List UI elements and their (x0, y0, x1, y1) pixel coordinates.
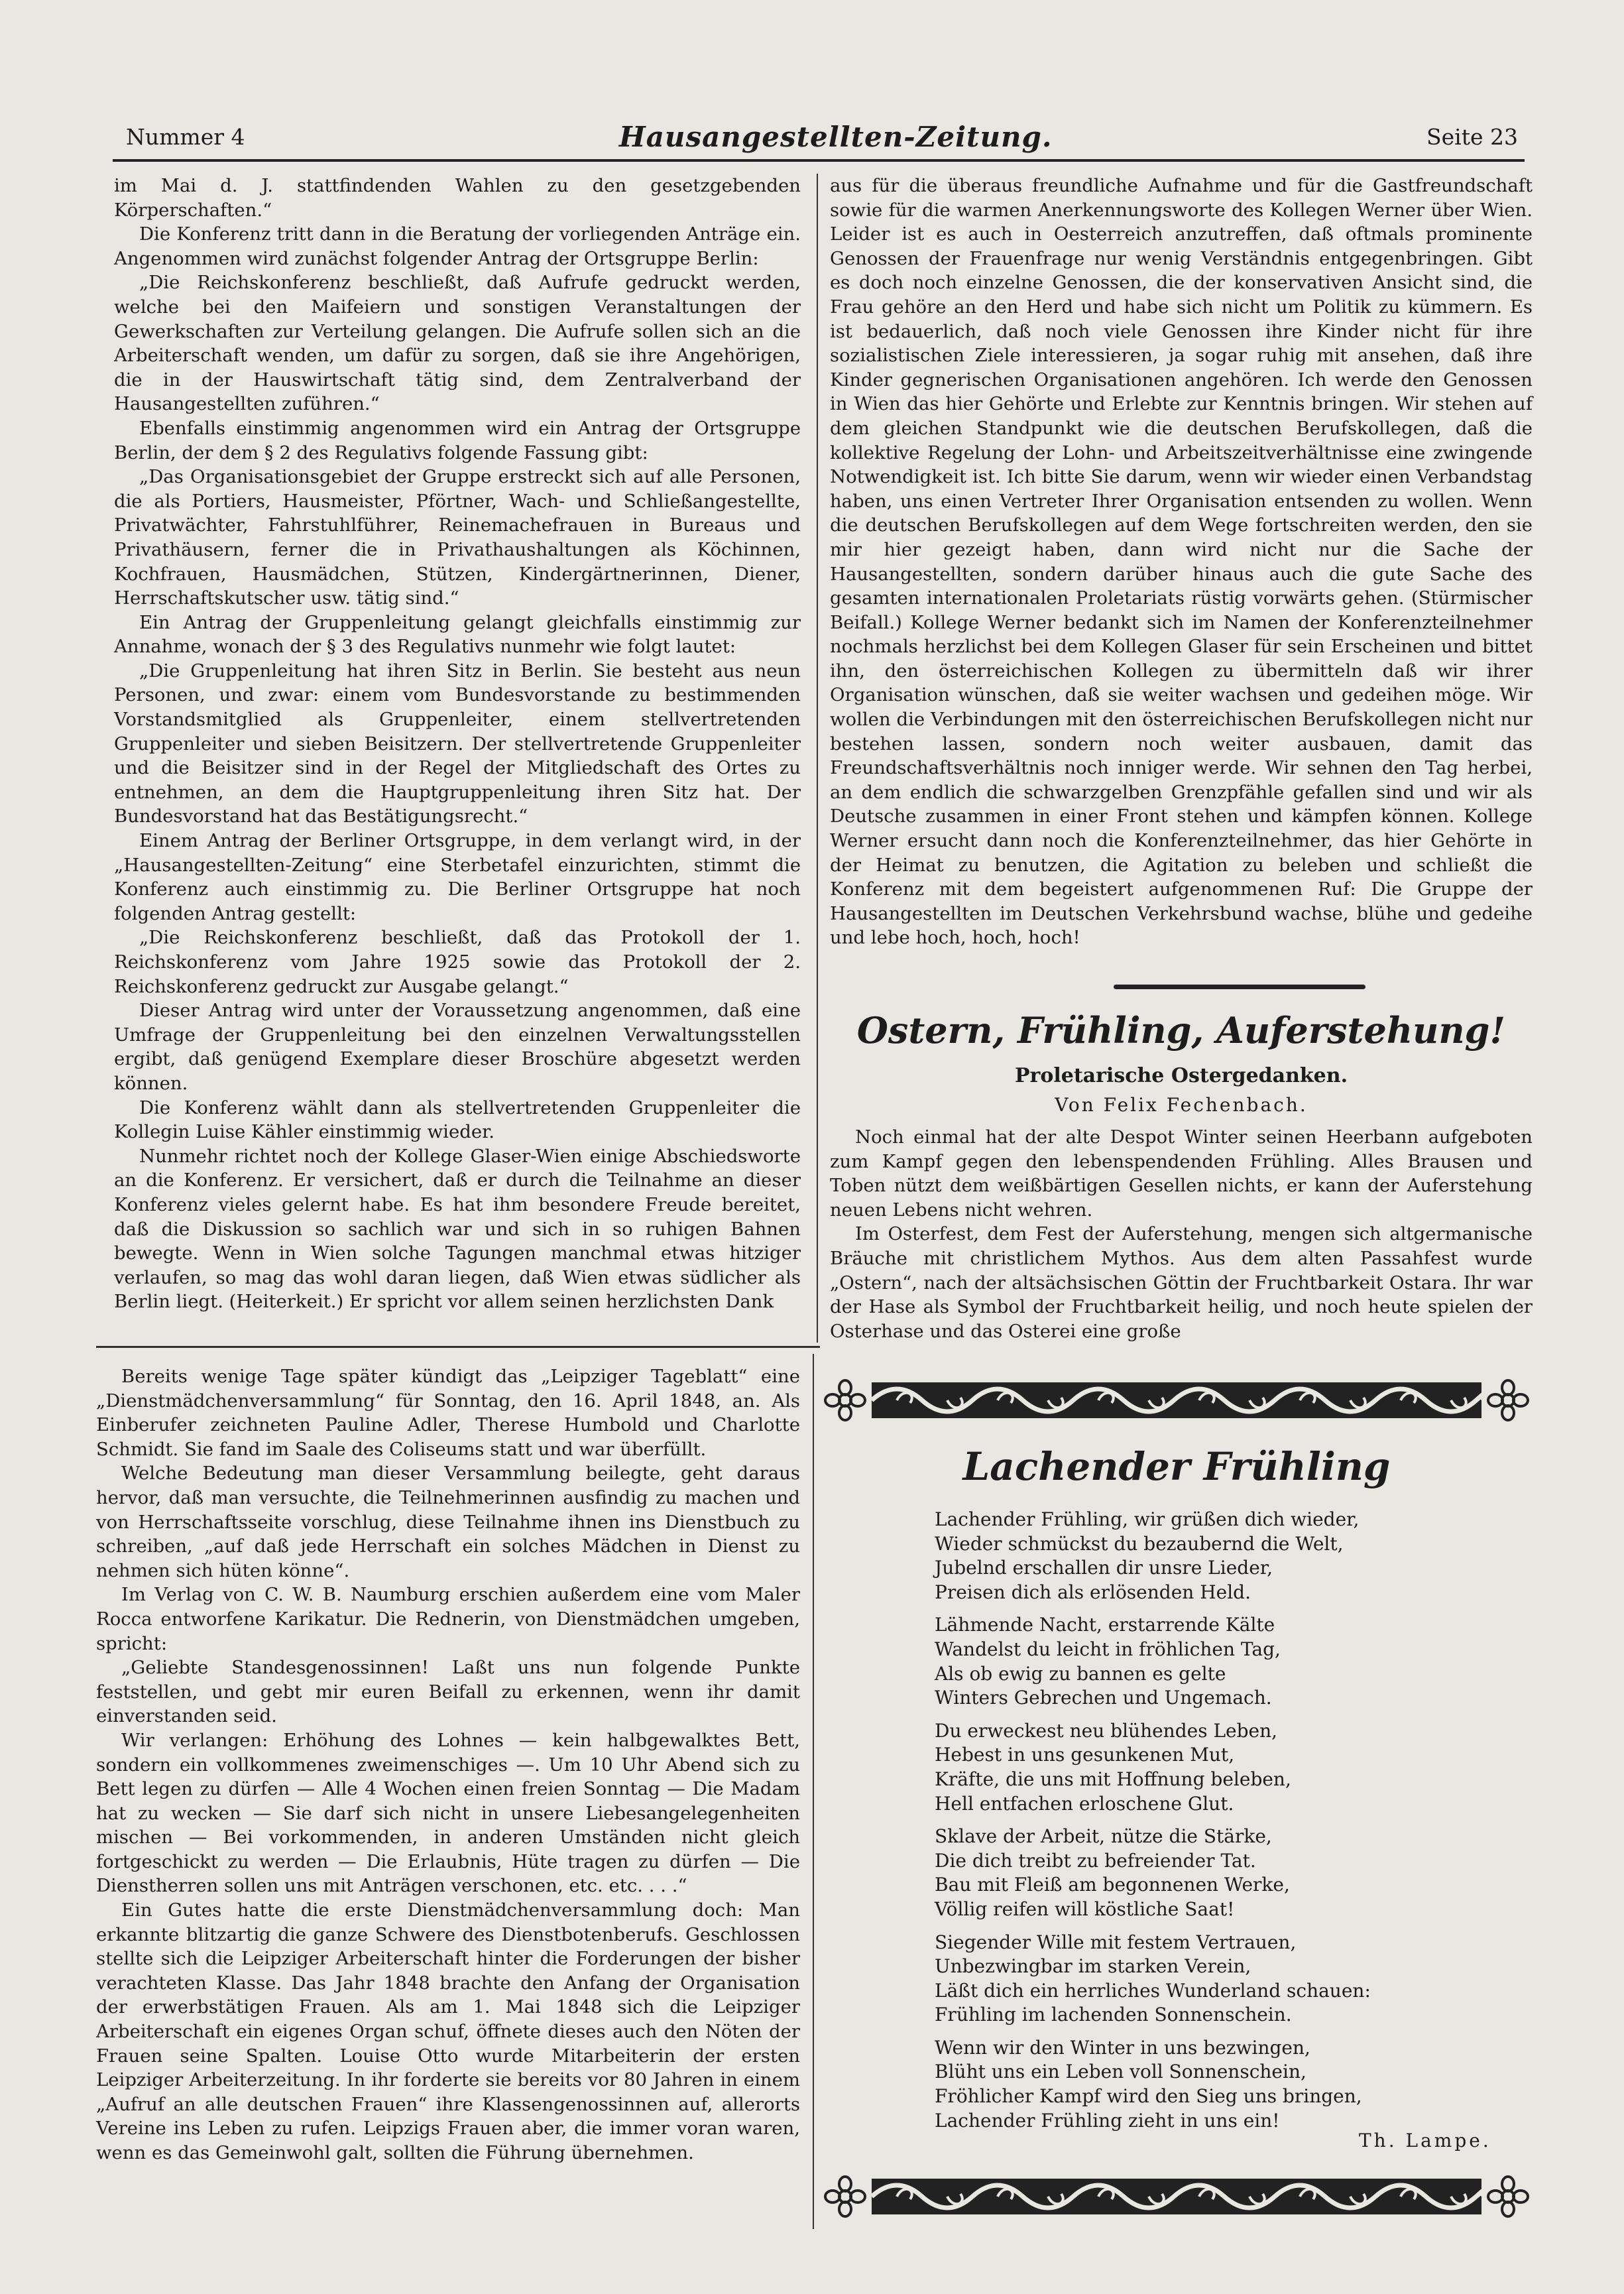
poem-title: Lachender Frühling (962, 1444, 1391, 1489)
paragraph: „Geliebte Standesgenossinnen! Laßt uns nun folgende Punkte feststellen, und gebt mir euren Beifall zu erkennen, wenn ihr damit einverstanden seid. (96, 1657, 800, 1727)
ornamental-border-top (819, 1377, 1535, 1423)
paragraph: Einem Antrag der Berliner Ortsgruppe, in dem verlangt wird, in der „Hausangestellten-Zeitung“ eine Sterbetafel einzurichten, stimmt die Konferenz auch einstimmig zu. Die Berliner Ortsgruppe hat noch folgenden Antrag gestellt: (114, 830, 801, 924)
poem-line: Wenn wir den Winter in uns bezwingen, (935, 2036, 1310, 2059)
issue-number: Nummer 4 (126, 123, 245, 150)
column-divider-lower (813, 1354, 814, 2229)
paragraph: Die Konferenz wählt dann als stellvertretenden Gruppenleiter die Kollegin Luise Kähler einstimmig wieder. (114, 1097, 801, 1143)
poem-stanza (935, 2036, 1505, 2133)
poem-line: Läßt dich ein herrliches Wunderland schauen: (935, 1979, 1371, 2002)
newspaper-title: Hausangestellten-Zeitung. (619, 120, 1053, 153)
poem-line: Wandelst du leicht in fröhlichen Tag, (935, 1638, 1281, 1660)
paragraph: Bereits wenige Tage später kündigt das „Leipziger Tageblatt“ eine „Dienstmädchenversammlung“ für Sonntag, den 16. April 1848, an. Als Einberufer zeichneten Pauline Adler, Therese Humbold und Charlotte Schmidt. Sie fand im Saale des Coliseums statt und war überfüllt. (96, 1366, 800, 1460)
poem-line: Lähmende Nacht, erstarrende Kälte (935, 1614, 1275, 1636)
rosette-icon (1481, 2173, 1535, 2220)
section-divider (96, 1346, 820, 1348)
paragraph: „Die Gruppenleitung hat ihren Sitz in Berlin. Sie besteht aus neun Personen, und zwar: einem vom Bundesvorstande zu bestimmenden Vorstandsmitglied als Gruppenleiter, einem stellvertretenden Gruppenleiter und sieben Beisitzern. Der stellvertretende Gruppenleiter und die Beisitzer sind in der Regel der Mitgliedschaft des Ortes zu entnehmen, an dem die Hauptgruppenleitung ihren Sitz hat. Der Bundesvorstand hat das Bestätigungsrecht.“ (114, 660, 801, 827)
conference-report-column (114, 174, 801, 1314)
poem-line: Lachender Frühling zieht in uns ein! (935, 2109, 1280, 2132)
history-article-column (96, 1364, 800, 2165)
poem-line: Jubelnd erschallen dir unsre Lieder, (935, 1557, 1273, 1579)
rosette-icon (819, 1377, 872, 1423)
article-separator (1114, 985, 1365, 989)
paragraph: Wir verlangen: Erhöhung des Lohnes — kein halbgewalktes Bett, sondern ein vollkommenes zweimenschiges —. Um 10 Uhr Abend sich zu Bett legen zu dürfen — Alle 4 Wochen einen freien Sonntag — Die Madam hat zu wecken — Sie darf sich nicht in unsere Liebesangelegenheiten mischen — Bei vorkommenden, in anderen Umständen nicht gleich fortgeschickt zu werden — Die Erlaubnis, Hüte tragen zu dürfen — Die Dienstherren sollen uns mit Anträgen verschonen, etc. etc. . . .“ (96, 1729, 800, 1897)
poem-line: Unbezwingbar im starken Verein, (935, 1955, 1251, 1978)
paragraph: „Das Organisationsgebiet der Gruppe erstreckt sich auf alle Personen, die als Portiers, Hausmeister, Pförtner, Wach- und Schließangestellte, Privatwächter, Fahrstuhlführer, Reinemachefrauen in Bureaus und Privathäusern, ferner die in Privathaushaltungen als Köchinnen, Kochfrauen, Hausmädchen, Stützen, Kindergärtnerinnen, Diener, Herrschaftskutscher usw. tätig sind.“ (114, 466, 801, 609)
poem-stanza (935, 1613, 1505, 1710)
paragraph: Ebenfalls einstimmig angenommen wird ein Antrag der Ortsgruppe Berlin, der dem § 2 des Regulativs folgende Fassung gibt: (114, 417, 801, 463)
poem-line: Kräfte, die uns mit Hoffnung beleben, (935, 1768, 1291, 1790)
poem-body (935, 1508, 1505, 2142)
poem-line: Bau mit Fleiß am begonnenen Werke, (935, 1874, 1290, 1896)
poem-stanza (935, 1931, 1505, 2027)
scroll-vine-icon (872, 2173, 1481, 2220)
column-divider (817, 174, 818, 1343)
poem-line: Hell entfachen erloschene Glut. (935, 1792, 1234, 1815)
poem-line: Lachender Frühling, wir grüßen dich wieder, (935, 1508, 1360, 1530)
poem-line: Winters Gebrechen und Ungemach. (935, 1687, 1272, 1709)
poem-line: Sklave der Arbeit, nütze die Stärke, (935, 1825, 1272, 1848)
poem-signature: Th. Lampe. (1359, 2130, 1491, 2151)
paragraph: Welche Bedeutung man dieser Versammlung beilegte, geht daraus hervor, daß man versuchte, die Teilnehmerinnen ausfindig zu machen und von Herrschaftsseite vorschlug, diese Teilnahme ihnen ins Dienstbuch zu schreiben, „auf daß jede Herrschaft ein solches Mädchen in Dienst zu nehmen sich hüten könne“. (96, 1463, 800, 1581)
poem-line: Siegender Wille mit festem Vertrauen, (935, 1931, 1297, 1953)
paragraph: im Mai d. J. stattfindenden Wahlen zu den gesetzgebenden Körperschaften.“ (114, 175, 801, 221)
paragraph: Nunmehr richtet noch der Kollege Glaser-Wien einige Abschiedsworte an die Konferenz. Er versichert, daß er durch die Teilnahme an dieser Konferenz vieles gelernt habe. Es hat ihm besondere Freude bereitet, daß die Diskussion so sachlich war und sich in so ruhigen Bahnen bewegte. Wenn in Wien solche Tagungen manchmal etwas hitziger verlaufen, so mag das wohl daran liegen, daß Wien etwas südlicher als Berlin liegt. (Heiterkeit.) Er spricht vor allem seinen herzlichsten Dank (114, 1145, 801, 1313)
poem-line: Du erweckest neu blühendes Leben, (935, 1719, 1278, 1742)
paragraph: „Die Reichskonferenz beschließt, daß das Protokoll der 1. Reichskonferenz vom Jahre 1925 sowie das Protokoll der 2. Reichskonferenz gedruckt zur Ausgabe gelangt.“ (114, 927, 801, 997)
poem-line: Die dich treibt zu befreiender Tat. (935, 1849, 1256, 1872)
poem-line: Blüht uns ein Leben voll Sonnenschein, (935, 2061, 1306, 2083)
paragraph: Die Konferenz tritt dann in die Beratung der vorliegenden Anträge ein. Angenommen wird zunächst folgender Antrag der Ortsgruppe Berlin: (114, 223, 801, 269)
scroll-vine-icon (872, 1377, 1481, 1423)
poem-stanza (935, 1719, 1505, 1816)
paragraph: Ein Antrag der Gruppenleitung gelangt gleichfalls einstimmig zur Annahme, wonach der § 3 des Regulativs nunmehr wie folgt lautet: (114, 611, 801, 658)
paragraph: „Die Reichskonferenz beschließt, daß Aufrufe gedruckt werden, welche bei den Maifeiern und sonstigen Veranstaltungen der Gewerkschaften zur Verteilung gelangen. Die Aufrufe sollen sich an die Arbeiterschaft wenden, um dafür zu sorgen, daß sie ihre Angehörigen, die in der Hauswirtschaft tätig sind, dem Zentralverband der Hausangestellten zuführen.“ (114, 272, 801, 415)
paragraph: Noch einmal hat der alte Despot Winter seinen Heerbann aufgeboten zum Kampf gegen den lebenspendenden Frühling. Alles Brausen und Toben nützt dem weißbärtigen Gesellen nichts, er kann der Auferstehung neuen Lebens nicht wehren. (830, 1126, 1533, 1221)
article-subtitle: Proletarische Ostergedanken. (1014, 1064, 1348, 1087)
poem-stanza (935, 1508, 1505, 1604)
header-rule (113, 159, 1525, 162)
rosette-icon (819, 2173, 872, 2220)
paragraph: Ein Gutes hatte die erste Dienstmädchenversammlung doch: Man erkannte blitzartig die ganze Schwere des Dienstbotenberufs. Geschlossen stellte sich die Leipziger Arbeiterschaft hinter die Forderungen der bisher verachteten Klasse. Das Jahr 1848 brachte den Anfang der Organisation der erwerbstätigen Frauen. Als am 1. Mai 1848 sich die Leipziger Arbeiterschaft ein eigenes Organ schuf, öffnete dieses auch den Nöten der Frauen seine Spalten. Louise Otto wurde Mitarbeiterin der ersten Leipziger Arbeiterzeitung. In ihr forderte sie bereits vor 80 Jahren in einem „Aufruf an alle deutschen Frauen“ ihre Klassengenossinnen auf, allerorts Vereine ins Leben zu rufen. Leipzigs Frauen aber, die immer voran waren, wenn es das Gemeinwohl galt, sollten die Führung übernehmen. (96, 1900, 800, 2163)
poem-line: Als ob ewig zu bannen es gelte (935, 1662, 1226, 1685)
paragraph: Dieser Antrag wird unter der Voraussetzung angenommen, daß eine Umfrage der Gruppenleitung bei den einzelnen Verwaltungsstellen ergibt, daß genügend Exemplare dieser Broschüre abgesetzt werden können. (114, 1000, 801, 1094)
conference-report-continued (830, 174, 1533, 950)
page-header (126, 118, 1518, 155)
ornamental-border-bottom (819, 2173, 1535, 2220)
poem-line: Frühling im lachenden Sonnenschein. (935, 2004, 1292, 2026)
article-title: Ostern, Frühling, Auferstehung! (856, 1009, 1506, 1052)
poem-line: Völlig reifen will köstliche Saat! (935, 1898, 1235, 1920)
article-author: Von Felix Fechenbach. (1055, 1094, 1308, 1116)
paragraph: aus für die überaus freundliche Aufnahme und für die Gastfreundschaft sowie für die warmen Anerkennungsworte des Kollegen Werner über Wien. Leider ist es auch in Oesterreich anzutreffen, daß oftmals prominente Genossen der Frauenfrage nur wenig Verständnis entgegenbringen. Gibt es doch noch einzelne Genossen, die der konservativen Ansicht sind, die Frau gehöre an den Herd und habe sich nicht um Politik zu kümmern. Es ist bedauerlich, daß noch viele Genossen ihre Kinder nicht für ihre sozialistischen Ziele interessieren, ja sogar ruhig mit ansehen, daß ihre Kinder gegnerischen Organisationen angehören. Ich werde den Genossen in Wien das hier Gehörte und Erlebte zur Kenntnis bringen. Wir stehen auf dem gleichen Standpunkt wie die deutschen Berufskollegen, daß die kollektive Regelung der Lohn- und Arbeitszeitverhältnisse eine zwingende Notwendigkeit ist. Ich bitte Sie darum, wenn wir wieder einen Verbandstag haben, uns einen Vertreter Ihrer Organisation entsenden zu wollen. Wenn die deutschen Berufskollegen auf dem Wege fortschreiten werden, den sie mir hier gezeigt haben, dann wird nicht nur die Sache der Hausangestellten, sondern darüber hinaus auch die gute Sache des gesamten internationalen Proletariats rüstig vorwärts gehen. (Stürmischer Beifall.) Kollege Werner bedankt sich im Namen der Konferenzteilnehmer nochmals herzlichst bei dem Kollegen Glaser für sein Erscheinen und bittet ihn, den österreichischen Kollegen zu übermitteln daß wir ihrer Organisation wünschen, daß sie weiter wachsen und gedeihen möge. Wir wollen die Verbindungen mit den österreichischen Berufskollegen nicht nur bestehen lassen, sondern noch weiter ausbauen, damit das Freundschaftsverhältnis noch inniger werde. Wir sehnen den Tag herbei, an dem endlich die schwarzgelben Grenzpfähle gefallen sind und wir als Deutsche zusammen in einer Front stehen und kämpfen können. Kollege Werner ersucht dann noch die Konferenzteilnehmer, das hier Gehörte in der Heimat zu benutzen, die Agitation zu beleben und schließt die Konferenz mit dem begeistert aufgenommenen Ruf: Die Gruppe der Hausangestellten im Deutschen Verkehrsbund wachse, blühe und gedeihe und lebe hoch, hoch, hoch! (830, 175, 1533, 949)
poem-line: Preisen dich als erlösenden Held. (935, 1581, 1251, 1603)
paragraph: Im Verlag von C. W. B. Naumburg erschien außerdem eine vom Maler Rocca entworfene Karikatur. Die Rednerin, von Dienstmädchen umgeben, spricht: (96, 1584, 800, 1654)
easter-article-body (830, 1125, 1533, 1343)
poem-line: Fröhlicher Kampf wird den Sieg uns bringen, (935, 2085, 1362, 2108)
page-number: Seite 23 (1426, 123, 1518, 150)
poem-stanza (935, 1825, 1505, 1921)
rosette-icon (1481, 1377, 1535, 1423)
paragraph: Im Osterfest, dem Fest der Auferstehung, mengen sich altgermanische Bräuche mit christlichem Mythos. Aus dem alten Passahfest wurde „Ostern“, nach der altsächsischen Göttin der Fruchtbarkeit Ostara. Ihr war der Hase als Symbol der Fruchtbarkeit heilig, und noch heute spielen der Osterhase und das Osterei eine große (830, 1223, 1533, 1342)
poem-line: Hebest in uns gesunkenen Mut, (935, 1744, 1235, 1766)
poem-line: Wieder schmückst du bezaubernd die Welt, (935, 1532, 1344, 1555)
